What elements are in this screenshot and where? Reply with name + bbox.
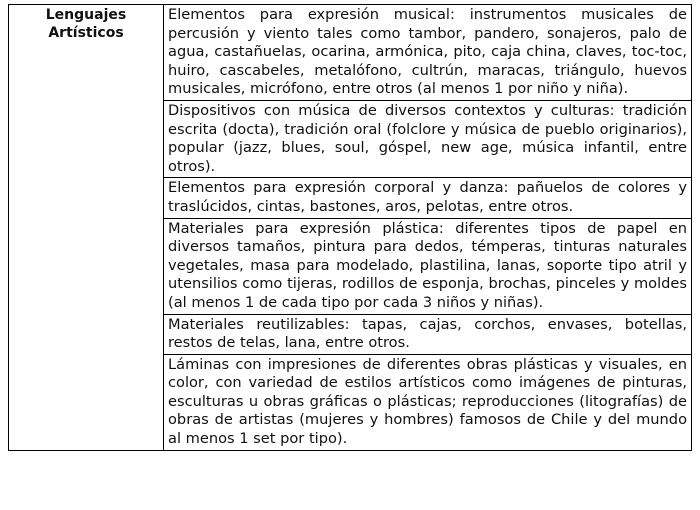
table-row [9,5,692,101]
resource-item: Elementos para expresión corporal y danza: pañuelos de colores y traslúcidos, cintas, bastones, aros, pelotas, entre otros. [164,178,692,218]
resource-item: Elementos para expresión musical: instrumentos musicales de percusión y viento tales como tambor, pandero, sonajeros, palo de agua, castañuelas, ocarina, armónica, pito, caja china, claves, toc-toc, huiro, cascabeles, metalófono, cultrún, maracas, triángulo, huevos musicales, micrófono, entre otros (al menos 1 por niño y niña). [164,5,692,101]
category-cell: Lenguajes Artísticos [9,5,164,451]
resource-item: Materiales reutilizables: tapas, cajas, corchos, envases, botellas, restos de telas, lana, entre otros. [164,314,692,354]
resource-item: Materiales para expresión plástica: diferentes tipos de papel en diversos tamaños, pintura para dedos, témperas, tinturas naturales vegetales, masa para modelado, plastilina, lanas, soporte tipo atril y utensilios como tijeras, rodillos de esponja, brochas, pinceles y moldes (al menos 1 de cada tipo por cada 3 niños y niñas). [164,218,692,314]
resource-table [8,4,692,451]
resource-item: Láminas con impresiones de diferentes obras plásticas y visuales, en color, con variedad de estilos artísticos como imágenes de pinturas, esculturas u obras gráficas o plásticas; reproducciones (litografías) de obras de artistas (mujeres y hombres) famosos de Chile y del mundo al menos 1 set por tipo). [164,354,692,450]
resource-item: Dispositivos con música de diversos contextos y culturas: tradición escrita (docta), tradición oral (folclore y música de pueblo originarios), popular (jazz, blues, soul, góspel, new age, música infantil, entre otros). [164,100,692,177]
